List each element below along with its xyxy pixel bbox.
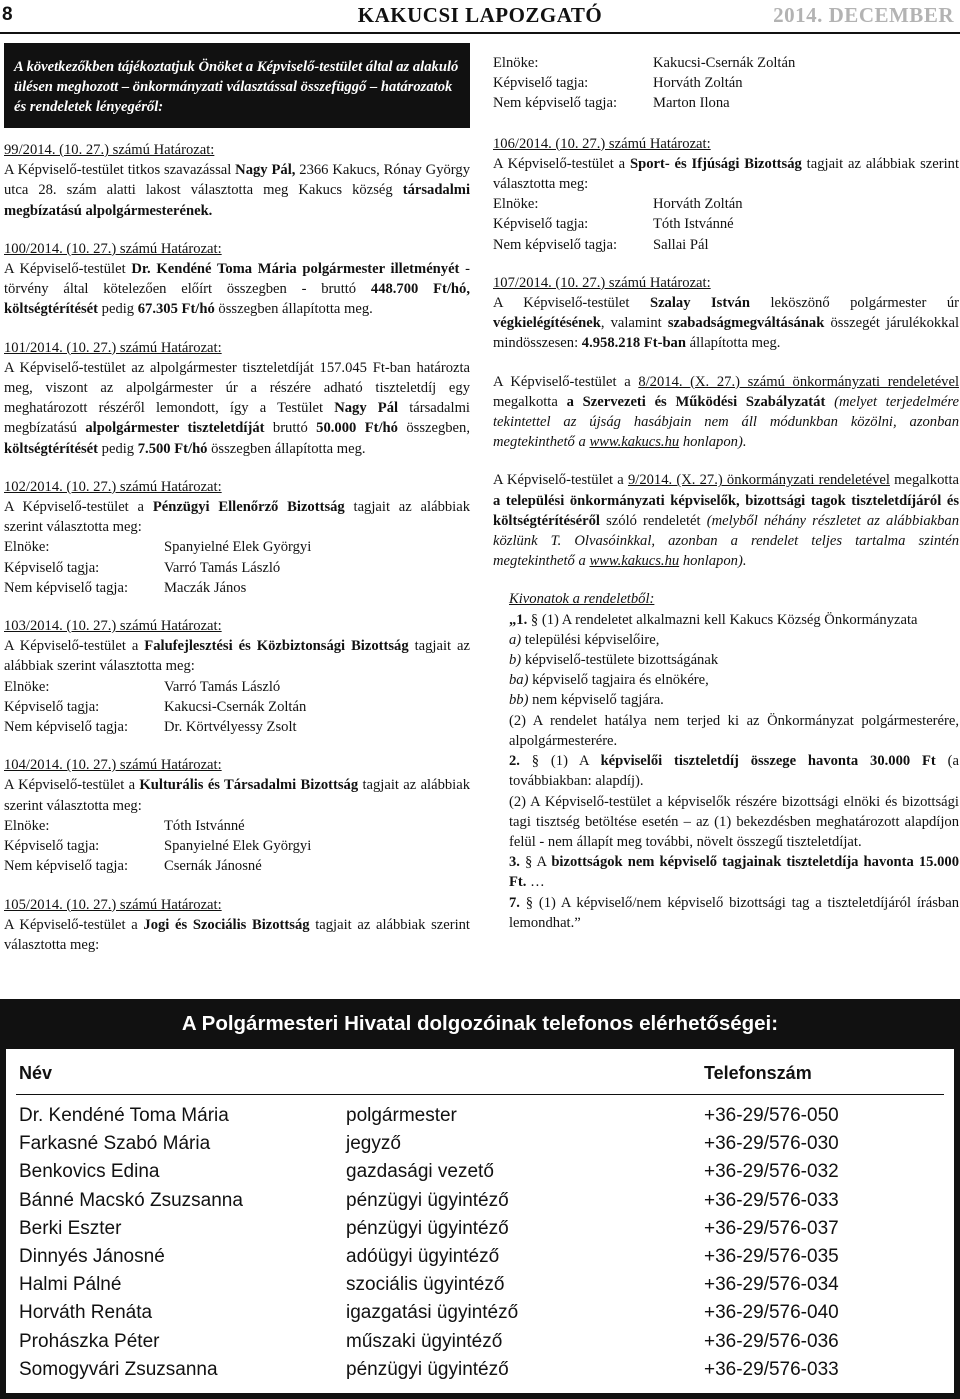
resolution-100 — [4, 239, 470, 320]
resolution-103 — [4, 616, 470, 737]
employee-name: Bánné Macskó Zsuzsanna — [19, 1189, 243, 1211]
committee-external-member: Nem képviselő tagja: Marton Ilona — [493, 95, 730, 112]
resolution-number: 102/2014. (10. 27.) számú Határozat: — [4, 478, 222, 495]
employee-position: pénzügyi ügyintéző — [346, 1189, 509, 1211]
directory-row — [6, 1328, 954, 1356]
committee-member: Képviselő tagja: Tóth Istvánné — [493, 216, 734, 233]
employee-phone[interactable]: +36-29/576-040 — [704, 1302, 839, 1324]
employee-phone[interactable]: +36-29/576-050 — [704, 1105, 839, 1126]
resolution-text: A Képviselő-testület a Jogi és Szociális Bizottság tagjait az alábbiak szerint választotta meg: — [4, 916, 470, 953]
publication-title: KAKUCSI LAPOZGATÓ — [357, 3, 603, 27]
committee-member: Képviselő tagja: Horváth Zoltán — [493, 75, 743, 92]
employee-phone[interactable]: +36-29/576-036 — [704, 1330, 839, 1352]
directory-table — [6, 1049, 954, 1393]
employee-position: polgármester — [346, 1105, 457, 1126]
left-column — [4, 43, 470, 955]
committee-chair: Elnöke: Varró Tamás László — [4, 678, 281, 695]
paragraph-1: „1. § (1) A rendeletet alkalmazni kell Kakucs Község Önkormányzata — [509, 611, 918, 628]
intro-box: A következőkben tájékoztatjuk Önöket a Képviselő-testület által az alakuló ülésen meghozott – önkormányzati választással összefüggő – határozatok és rendeletek lényegéről: — [4, 43, 470, 128]
resolution-105 — [4, 895, 470, 956]
right-column — [493, 53, 959, 933]
employee-position: szociális ügyintéző — [346, 1274, 505, 1296]
directory-row — [6, 1243, 954, 1271]
resolution-number: 100/2014. (10. 27.) számú Határozat: — [4, 240, 222, 257]
committee-external-member: Nem képviselő tagja: Csernák Jánosné — [4, 858, 262, 875]
paragraph-3: 3. § A bizottságok nem képviselő tagjainak tiszteletdíja havonta 15.000 Ft. … — [509, 854, 959, 891]
employee-phone[interactable]: +36-29/576-030 — [704, 1133, 839, 1155]
page-header — [0, 0, 960, 30]
phone-directory — [0, 999, 960, 1399]
resolution-text: A Képviselő-testület a Sport- és Ifjúsági Bizottság tagjait az alábbiak szerint választotta meg: — [493, 155, 960, 193]
paragraph-7: 7. § (1) A képviselő/nem képviselő bizottsági tag a tiszteletdíjáról írásban lemondhat.” — [509, 894, 959, 931]
regulation-text: A Képviselő-testület a 9/2014. (X. 27.) önkormányzati rendeletével megalkotta a települési önkormányzati képviselők, bizottsági tagok tiszteletdíjáról és költségtérítéséről szóló rendeletét (melyből néhány részletet az alábbiakban közlünk T. Olvasóinkkal, azonban a rendelet teljes tartalma szintén megtekinthető a www.kakucs.hu honlapon). — [493, 472, 959, 570]
employee-position: gazdasági vezető — [346, 1161, 494, 1183]
employee-name: Dr. Kendéné Toma Mária — [19, 1105, 229, 1126]
committee-chair: Elnöke: Tóth Istvánné — [4, 817, 245, 834]
directory-row — [6, 1102, 954, 1130]
resolution-text: A Képviselő-testület Dr. Kendéné Toma Mária polgármester illetményét - törvény által kötelezően előírt összegben - bruttó 448.700 Ft/hó, költségtérítését pedig 67.305 Ft/hó összegben állapította meg. — [4, 261, 470, 318]
resolution-number: 101/2014. (10. 27.) számú Határozat: — [4, 339, 222, 356]
committee-chair: Elnöke: Spanyielné Elek Györgyi — [4, 539, 312, 556]
directory-row — [6, 1299, 954, 1327]
employee-name: Halmi Pálné — [19, 1274, 122, 1296]
committee-external-member: Nem képviselő tagja: Sallai Pál — [493, 236, 709, 253]
employee-position: adóügyi ügyintéző — [346, 1246, 500, 1267]
committee-external-member: Nem képviselő tagja: Maczák János — [4, 579, 247, 596]
committee-member: Képviselő tagja: Varró Tamás László — [4, 559, 281, 576]
divider — [16, 1094, 944, 1095]
resolution-text: A Képviselő-testület titkos szavazással Nagy Pál, 2366 Kakucs, Rónay György utca 28. szám alatti lakost választotta meg Kakucs község társadalmi megbízatású alpolgármesterének. — [4, 162, 470, 219]
resolution-number: 103/2014. (10. 27.) számú Határozat: — [4, 618, 222, 635]
employee-name: Horváth Renáta — [19, 1302, 153, 1324]
regulation-8 — [493, 372, 959, 453]
column-header-name: Név — [19, 1063, 53, 1083]
list-item: bb) nem képviselő tagjára. — [509, 692, 664, 709]
list-item: ba) képviselő tagjaira és elnökére, — [509, 672, 709, 689]
resolution-text: A Képviselő-testület a Kulturális és Társadalmi Bizottság tagjait az alábbiak szerint választotta meg: — [4, 777, 471, 814]
paragraph-2-2: (2) A Képviselő-testület a képviselők részére bizottsági elnöki és bizottsági tagi tisztség betöltése esetén – az (1) bekezdésben meghatározott alapdíjon felül - nem állapít meg további, növelt összegű tiszteletdíjat. — [509, 793, 959, 850]
directory-row — [6, 1271, 954, 1299]
resolution-text: A Képviselő-testület az alpolgármester tiszteletdíját 157.045 Ft-ban határozta meg, viszont az alpolgármester úr a részére adható tiszteletdíj egy meghatározott részéről lemondott, így a Testület Nagy Pál társadalmi megbízatású alpolgármester tiszteletdíját bruttó 50.000 Ft/hó összegben, költségtérítését pedig 7.500 Ft/hó összegben állapította meg. — [4, 359, 470, 457]
employee-phone[interactable]: +36-29/576-033 — [704, 1189, 839, 1211]
directory-row — [6, 1187, 954, 1215]
employee-name: Berki Eszter — [19, 1217, 122, 1239]
employee-position: pénzügyi ügyintéző — [346, 1217, 509, 1239]
committee-member: Képviselő tagja: Spanyielné Elek Györgyi — [4, 838, 312, 855]
resolution-101 — [4, 338, 470, 459]
committee-member: Képviselő tagja: Kakucsi-Csernák Zoltán — [4, 698, 307, 715]
resolution-number: 106/2014. (10. 27.) számú Határozat: — [493, 135, 711, 152]
resolution-number: 107/2014. (10. 27.) számú Határozat: — [493, 274, 711, 291]
resolution-number: 99/2014. (10. 27.) számú Határozat: — [4, 142, 215, 158]
list-item: b) képviselő-testülete bizottságának — [509, 652, 719, 669]
resolution-106 — [493, 134, 959, 255]
issue-date: 2014. DECEMBER — [773, 3, 954, 27]
directory-row — [6, 1158, 954, 1186]
employee-name: Somogyvári Zsuzsanna — [19, 1358, 218, 1380]
paragraph-1-2: (2) A rendelet hatálya nem terjed ki az Önkormányzat polgármesterére, alpolgármesterére. — [509, 712, 959, 749]
employee-phone[interactable]: +36-29/576-035 — [704, 1246, 839, 1267]
employee-phone[interactable]: +36-29/576-037 — [704, 1217, 839, 1239]
employee-phone[interactable]: +36-29/576-032 — [704, 1161, 839, 1183]
employee-position: igazgatási ügyintéző — [346, 1302, 519, 1324]
resolution-105-members — [493, 53, 959, 114]
website-link[interactable]: www.kakucs.hu — [589, 434, 680, 451]
employee-phone[interactable]: +36-29/576-033 — [704, 1358, 839, 1380]
resolution-number: 105/2014. (10. 27.) számú Határozat: — [4, 896, 222, 913]
committee-chair: Elnöke: Kakucsi-Csernák Zoltán — [493, 55, 796, 71]
employee-position: pénzügyi ügyintéző — [346, 1358, 509, 1380]
resolution-99 — [4, 140, 470, 221]
regulation-text: A Képviselő-testület a 8/2014. (X. 27.) számú önkormányzati rendeletével megalkotta a Szervezeti és Működési Szabályzatát (melyet terjedelmére tekintettel az újság hasábjain nem áll módunkban közölni, azonban megtekinthető a www.kakucs.hu honlapon). — [493, 373, 959, 451]
website-link[interactable]: www.kakucs.hu — [589, 553, 680, 570]
employee-position: jegyző — [346, 1133, 401, 1155]
resolution-104 — [4, 755, 470, 876]
excerpts-title: Kivonatok a rendeletből: — [509, 591, 655, 608]
page-number: 8 — [2, 4, 13, 25]
directory-row — [6, 1356, 954, 1384]
column-header-phone: Telefonszám — [704, 1063, 812, 1083]
resolution-text: A Képviselő-testület Szalay István leköszönő polgármester úr végkielégítésének, valamint szabadságmegváltásának összegét járulékokkal mindösszesen: 4.958.218 Ft-ban állapította meg. — [493, 295, 959, 352]
employee-name: Benkovics Edina — [19, 1161, 160, 1183]
header-rule — [0, 32, 960, 34]
directory-row — [6, 1215, 954, 1243]
committee-external-member: Nem képviselő tagja: Dr. Körtvélyessy Zsolt — [4, 719, 297, 736]
employee-name: Dinnyés Jánosné — [19, 1246, 165, 1267]
excerpts — [493, 589, 959, 932]
committee-chair: Elnöke: Horváth Zoltán — [493, 196, 743, 213]
employee-phone[interactable]: +36-29/576-034 — [704, 1274, 839, 1296]
resolution-text: A Képviselő-testület a Falufejlesztési és Közbiztonsági Bizottság tagjait az alábbiak szerint választotta meg: — [4, 638, 470, 675]
resolution-102 — [4, 477, 470, 598]
directory-row — [6, 1130, 954, 1158]
regulation-9 — [493, 470, 959, 571]
employee-name: Prohászka Péter — [19, 1330, 160, 1352]
employee-position: műszaki ügyintéző — [346, 1330, 503, 1352]
resolution-text: A Képviselő-testület a Pénzügyi Ellenőrző Bizottság tagjait az alábbiak szerint választotta meg: — [4, 499, 470, 536]
employee-name: Farkasné Szabó Mária — [19, 1133, 211, 1155]
resolution-107 — [493, 273, 959, 354]
directory-title: A Polgármesteri Hivatal dolgozóinak telefonos elérhetőségei: — [181, 1012, 779, 1035]
list-item: a) települési képviselőire, — [509, 631, 660, 648]
paragraph-2: 2. § (1) A képviselői tiszteletdíj összege havonta 30.000 Ft (a továbbiakban: alapdíj). — [509, 753, 959, 790]
resolution-number: 104/2014. (10. 27.) számú Határozat: — [4, 757, 222, 774]
